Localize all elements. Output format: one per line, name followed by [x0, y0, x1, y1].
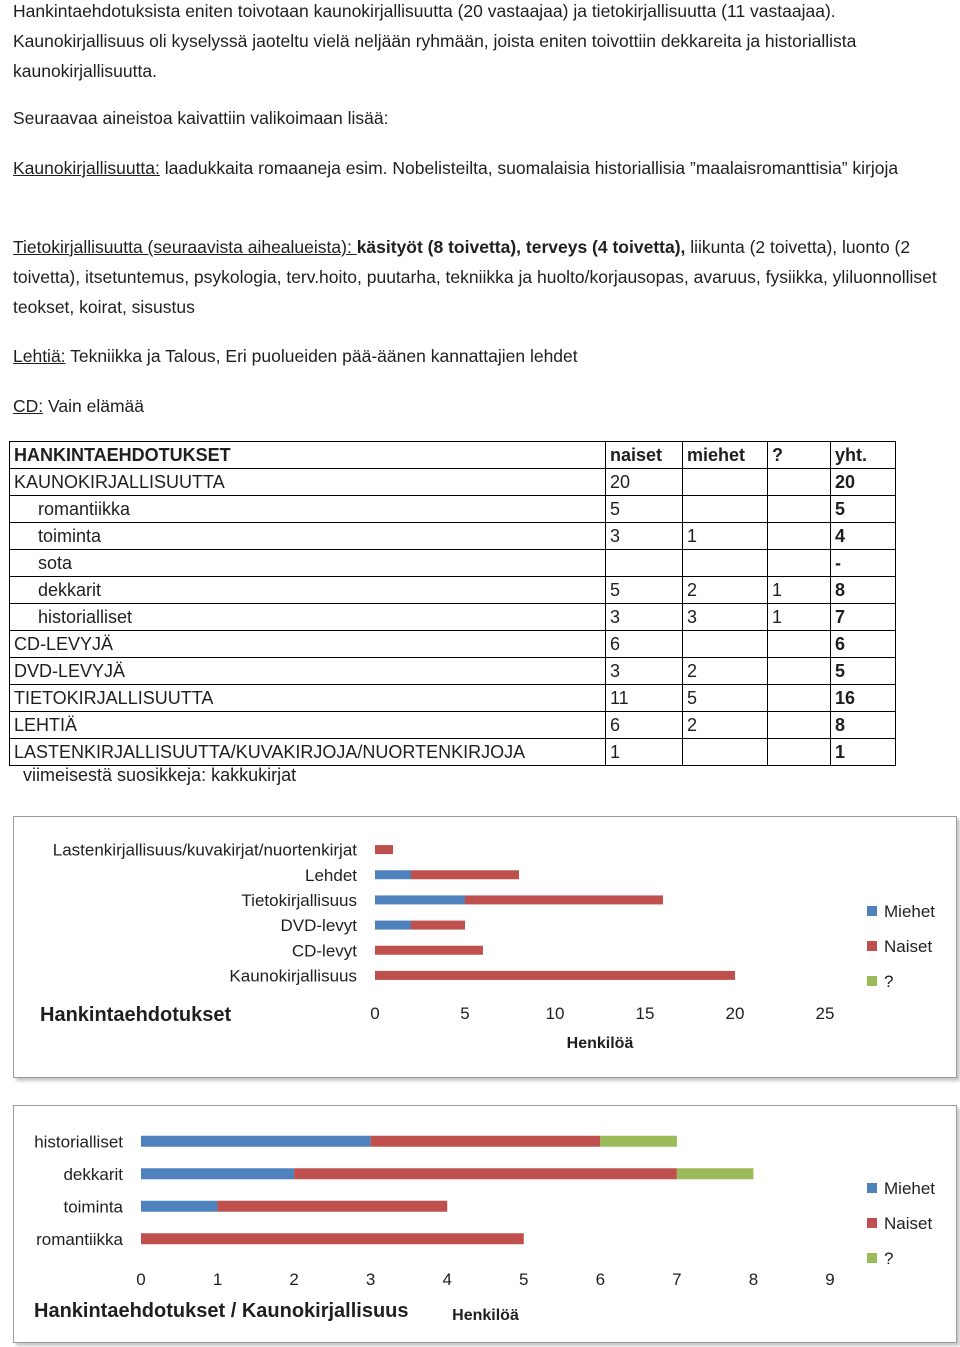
table-cell: 11	[606, 685, 683, 712]
bar-naiset	[411, 921, 465, 930]
row-label: historialliset	[10, 604, 606, 631]
x-tick-label: 5	[519, 1270, 529, 1289]
row-label: TIETOKIRJALLISUUTTA	[10, 685, 606, 712]
table-footnote: viimeisestä suosikkeja: kakkukirjat	[23, 765, 297, 785]
row-label: KAUNOKIRJALLISUUTTA	[10, 469, 606, 496]
table-row	[10, 550, 896, 577]
table-row	[10, 469, 896, 496]
table-cell: 6	[831, 631, 896, 658]
table-cell: 3	[606, 604, 683, 631]
table-row	[10, 658, 896, 685]
header-cell: ?	[768, 442, 831, 469]
category-label: dekkarit	[63, 1164, 123, 1184]
bar-naiset	[375, 845, 393, 854]
table-cell: 1	[831, 739, 896, 766]
header-cell: miehet	[683, 442, 768, 469]
nonfiction-label: Tietokirjallisuutta (seuraavista aihealueista):	[13, 237, 357, 257]
x-tick-label: 20	[725, 1004, 745, 1023]
x-tick-label: 15	[635, 1004, 655, 1023]
x-tick-label: 6	[595, 1270, 606, 1289]
fiction-wishes	[13, 153, 948, 183]
bar-miehet	[375, 895, 465, 904]
table-row	[10, 712, 896, 739]
bar-unknown	[600, 1136, 677, 1147]
category-label: toiminta	[63, 1197, 123, 1217]
category-label: Tietokirjallisuus	[241, 890, 357, 910]
table-row	[10, 523, 896, 550]
table-cell: 5	[683, 685, 768, 712]
magazine-wishes	[13, 341, 948, 371]
bar-naiset	[371, 1136, 601, 1147]
table-cell	[768, 496, 831, 523]
bar-naiset	[294, 1168, 677, 1179]
nonfiction-wishes	[13, 232, 948, 322]
bar-naiset	[218, 1201, 448, 1212]
table-cell	[768, 712, 831, 739]
chart-svg	[14, 817, 956, 1077]
fiction-label: Kaunokirjallisuutta:	[13, 158, 160, 178]
x-tick-label: 1	[212, 1270, 223, 1289]
header-cell: naiset	[606, 442, 683, 469]
table-cell	[768, 550, 831, 577]
x-tick-label: 4	[442, 1270, 452, 1289]
cd-wishes	[13, 391, 948, 421]
bar-naiset	[375, 971, 735, 980]
table-cell	[683, 496, 768, 523]
legend-label: Miehet	[884, 1179, 936, 1198]
table-cell: 20	[606, 469, 683, 496]
table-cell	[683, 469, 768, 496]
table-cell	[606, 550, 683, 577]
table-cell: 5	[831, 658, 896, 685]
row-label: CD-LEVYJÄ	[10, 631, 606, 658]
x-tick-label: 25	[815, 1004, 835, 1023]
table-cell: 8	[831, 577, 896, 604]
bar-naiset	[411, 870, 519, 879]
table-cell: 6	[606, 712, 683, 739]
table-cell: 3	[683, 604, 768, 631]
table-cell: 1	[768, 604, 831, 631]
row-label: DVD-LEVYJÄ	[10, 658, 606, 685]
row-label: toiminta	[10, 523, 606, 550]
table-cell: 5	[606, 577, 683, 604]
category-label: DVD-levyt	[280, 916, 357, 936]
header-cell: yht.	[831, 442, 896, 469]
table-row	[10, 631, 896, 658]
table-cell	[768, 685, 831, 712]
bar-miehet	[375, 870, 411, 879]
chart-svg	[14, 1106, 956, 1342]
bar-naiset	[141, 1233, 524, 1244]
intro-text: Hankintaehdotuksista eniten toivotaan kaunokirjallisuutta (20 vastaajaa) ja tietokirjallisuutta (11 vastaajaa). Kaunokirjallisuus oli kyselyssä jaoteltu vielä neljään ryhmään, joista eniten toivottiin dekkareita ja historiallista kaunokirjallisuutta.	[13, 1, 857, 81]
category-label: Lehdet	[305, 865, 357, 885]
x-tick-label: 2	[289, 1270, 299, 1289]
table-cell: 1	[683, 523, 768, 550]
table-cell: 4	[831, 523, 896, 550]
table-cell: 2	[683, 712, 768, 739]
bar-miehet	[141, 1201, 218, 1212]
table-cell: 20	[831, 469, 896, 496]
category-label: Lastenkirjallisuus/kuvakirjat/nuortenkirjat	[52, 840, 357, 860]
nonfiction-text: liikunta (2 toivetta), luonto (2 toivetta), itsetuntemus, psykologia, terv.hoito, puutarha, tekniikka ja huolto/korjausopas, avaruus, fysiikka, yliluonnolliset teokset, koirat, sisustus	[13, 237, 937, 317]
table-cell	[683, 550, 768, 577]
cd-label: CD:	[13, 396, 44, 416]
bar-unknown	[677, 1168, 754, 1179]
suggestions-table	[9, 441, 896, 766]
x-axis-label: Henkilöä	[452, 1307, 519, 1324]
x-tick-label: 5	[460, 1004, 470, 1023]
table-cell: 8	[831, 712, 896, 739]
x-axis-label: Henkilöä	[566, 1035, 634, 1052]
x-tick-label: 8	[748, 1270, 759, 1289]
table-cell: -	[831, 550, 896, 577]
legend-label: Miehet	[884, 902, 936, 921]
legend-swatch	[867, 1253, 877, 1263]
chart-hankintaehdotukset	[13, 816, 957, 1078]
row-label: sota	[10, 550, 606, 577]
table-cell: 1	[606, 739, 683, 766]
table-row	[10, 739, 896, 766]
category-label: historialliset	[34, 1132, 123, 1152]
magazines-label: Lehtiä:	[13, 346, 66, 366]
x-tick-label: 3	[365, 1270, 376, 1289]
bar-naiset	[375, 946, 483, 955]
legend-swatch	[867, 1218, 877, 1228]
chart-title: Hankintaehdotukset / Kaunokirjallisuus	[34, 1300, 409, 1322]
table-cell: 7	[831, 604, 896, 631]
row-label: dekkarit	[10, 577, 606, 604]
table-row	[10, 604, 896, 631]
intro-paragraph	[13, 0, 948, 86]
table-cell: 5	[831, 496, 896, 523]
table-header-row	[10, 442, 896, 469]
table-row	[10, 577, 896, 604]
table-cell: 6	[606, 631, 683, 658]
additions-heading	[13, 103, 948, 133]
bar-miehet	[375, 921, 411, 930]
table-cell: 2	[683, 658, 768, 685]
table-row	[10, 685, 896, 712]
bar-miehet	[141, 1168, 294, 1179]
cd-text: Vain elämää	[43, 396, 144, 416]
table-cell: 16	[831, 685, 896, 712]
table-cell	[768, 739, 831, 766]
legend-label: Naiset	[884, 1214, 933, 1233]
table-row	[10, 496, 896, 523]
nonfiction-bold: käsityöt (8 toivetta), terveys (4 toivetta),	[356, 237, 686, 257]
category-label: CD-levyt	[291, 941, 357, 961]
bar-miehet	[141, 1136, 371, 1147]
x-tick-label: 10	[545, 1004, 565, 1023]
table-cell: 3	[606, 523, 683, 550]
legend-label: ?	[884, 972, 894, 991]
x-tick-label: 0	[136, 1270, 146, 1289]
x-tick-label: 9	[825, 1270, 835, 1289]
legend-swatch	[867, 941, 877, 951]
category-label: romantiikka	[36, 1229, 123, 1249]
legend-label: ?	[884, 1249, 894, 1268]
row-label: LASTENKIRJALLISUUTTA/KUVAKIRJOJA/NUORTENKIRJOJA	[10, 739, 606, 766]
x-tick-label: 7	[672, 1270, 682, 1289]
magazines-text: Tekniikka ja Talous, Eri puolueiden pää-äänen kannattajien lehdet	[65, 346, 578, 366]
table-cell	[683, 739, 768, 766]
table-cell: 3	[606, 658, 683, 685]
x-tick-label: 0	[370, 1004, 380, 1023]
bar-naiset	[465, 895, 663, 904]
table-cell: 2	[683, 577, 768, 604]
table-cell	[768, 523, 831, 550]
additions-heading-text: Seuraavaa aineistoa kaivattiin valikoimaan lisää:	[13, 108, 389, 128]
table-cell: 1	[768, 577, 831, 604]
row-label: LEHTIÄ	[10, 712, 606, 739]
row-label: romantiikka	[10, 496, 606, 523]
category-label: Kaunokirjallisuus	[229, 966, 357, 986]
table-cell	[768, 631, 831, 658]
legend-swatch	[867, 1183, 877, 1193]
table-cell	[683, 631, 768, 658]
table-cell: 5	[606, 496, 683, 523]
chart-title: Hankintaehdotukset	[40, 1004, 232, 1026]
table-cell	[768, 658, 831, 685]
chart-kaunokirjallisuus	[13, 1105, 957, 1343]
legend-label: Naiset	[884, 937, 933, 956]
header-cell: HANKINTAEHDOTUKSET	[10, 442, 606, 469]
table-cell	[768, 469, 831, 496]
legend-swatch	[867, 976, 877, 986]
legend-swatch	[867, 906, 877, 916]
fiction-text: laadukkaita romaaneja esim. Nobelisteilta, suomalaisia historiallisia ”maalaisromanttisia” kirjoja	[159, 158, 899, 178]
